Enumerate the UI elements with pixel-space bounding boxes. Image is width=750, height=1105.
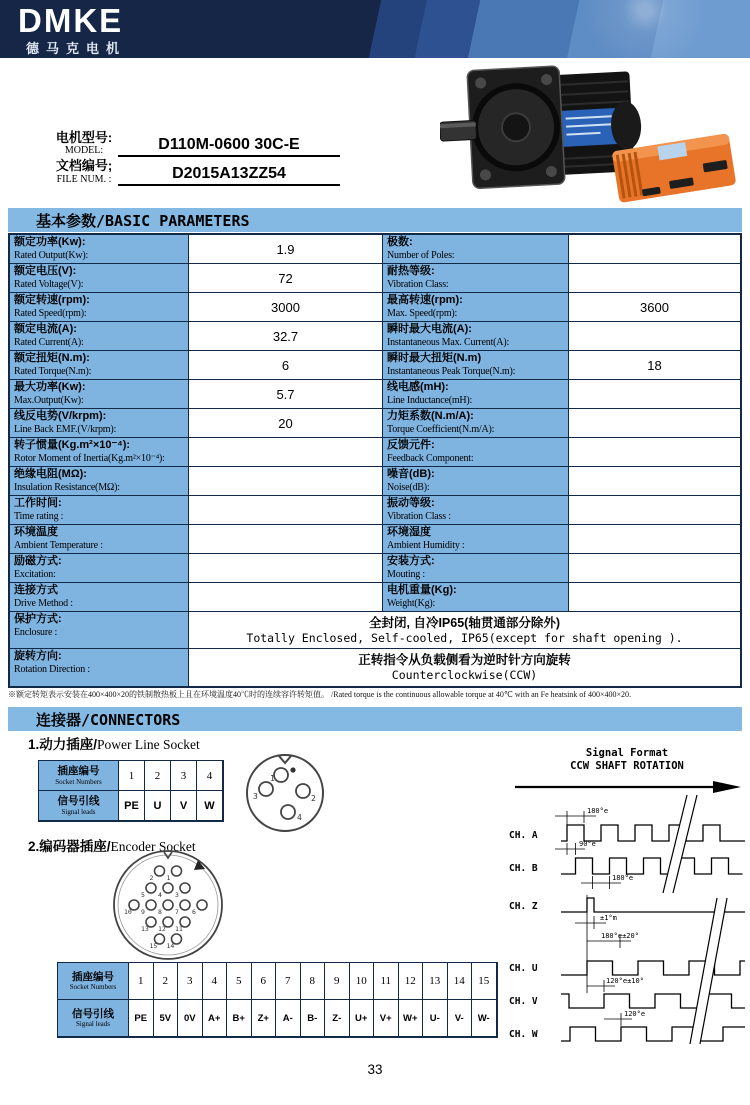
encoder-pin-label: 10 bbox=[124, 908, 132, 916]
wave-channel-u bbox=[561, 961, 745, 975]
signal-lead-cell: V- bbox=[448, 1000, 473, 1037]
signal-lead-cell: A+ bbox=[203, 1000, 228, 1037]
encoder-pin-label: 1 bbox=[166, 874, 171, 882]
signal-lead-cell: U bbox=[145, 791, 171, 821]
param-label-right: 反馈元件: Feedback Component: bbox=[383, 438, 569, 467]
table-row bbox=[10, 380, 740, 409]
param-value-left: 1.9 bbox=[189, 235, 383, 264]
table-row bbox=[10, 235, 740, 264]
socket-number-cell: 1 bbox=[119, 761, 145, 791]
param-value-right bbox=[569, 525, 740, 554]
model-row bbox=[52, 131, 352, 157]
encoder-pin-label: 7 bbox=[175, 908, 179, 916]
encoder-pin-label: 8 bbox=[158, 908, 162, 916]
signal-lead-cell: B- bbox=[301, 1000, 326, 1037]
table-row bbox=[10, 351, 740, 380]
param-label-right: 安装方式: Mouting : bbox=[383, 554, 569, 583]
table-row bbox=[10, 496, 740, 525]
page-header bbox=[0, 0, 750, 58]
rated-torque-note: ※额定转矩表示安装在400×400×20的铁制散热板上且在环境温度40℃时的连续容许转矩值。 /Rated torque is the continuous allowable torque at 40℃ with an Fe heatsink of 400×400×20. bbox=[8, 690, 631, 699]
param-label-right: 力矩系数(N.m/A): Torque Coefficient(N.m/A): bbox=[383, 409, 569, 438]
power-pin-label: 3 bbox=[253, 792, 258, 801]
connectors-header: 连接器/CONNECTORS bbox=[8, 707, 742, 731]
file-number: D2015A13ZZ54 bbox=[118, 165, 340, 186]
param-label-left: 最大功率(Kw): Max.Output(Kw): bbox=[10, 380, 189, 409]
param-value-right bbox=[569, 583, 740, 612]
waveform-break bbox=[690, 898, 727, 1044]
param-label-right: 线电感(mH): Line Inductance(mH): bbox=[383, 380, 569, 409]
signal-leads-header: 信号引线 Signal leads bbox=[58, 1000, 129, 1037]
param-label-left: 励磁方式: Excitation: bbox=[10, 554, 189, 583]
param-value-right bbox=[569, 235, 740, 264]
channel-label: CH. U bbox=[509, 963, 538, 974]
param-value-right bbox=[569, 467, 740, 496]
signal-format-diagram bbox=[505, 743, 750, 1045]
param-value-left bbox=[189, 583, 383, 612]
brand-logo: DMKE bbox=[18, 2, 124, 39]
param-label-right: 瞬时最大扭矩(N.m) Instantaneous Peak Torque(N.m): bbox=[383, 351, 569, 380]
socket-number-cell: 11 bbox=[374, 963, 399, 1000]
encoder-pin bbox=[172, 866, 182, 876]
param-value-right bbox=[569, 380, 740, 409]
param-label-left: 连接方式 Drive Method : bbox=[10, 583, 189, 612]
table-row bbox=[10, 554, 740, 583]
page-number: 33 bbox=[367, 1062, 383, 1077]
param-label-left: 工作时间: Time rating : bbox=[10, 496, 189, 525]
encoder-pin-label: 14 bbox=[166, 942, 175, 950]
encoder-pin-label: 9 bbox=[141, 908, 145, 916]
channel-label: CH. V bbox=[509, 996, 538, 1007]
encoder-socket-table bbox=[57, 962, 498, 1038]
power-socket-diagram bbox=[238, 750, 332, 836]
diagram-subtitle: CCW SHAFT ROTATION bbox=[570, 760, 684, 772]
enclosure-label: 保护方式: Enclosure : bbox=[10, 612, 189, 649]
table-row bbox=[10, 293, 740, 322]
signal-lead-cell: 5V bbox=[154, 1000, 179, 1037]
dim-annotation: 90°e bbox=[579, 840, 596, 848]
param-value-right bbox=[569, 409, 740, 438]
driver-photo bbox=[605, 128, 745, 208]
channel-label: CH. Z bbox=[509, 901, 538, 912]
encoder-pin bbox=[163, 900, 173, 910]
param-value-left: 3000 bbox=[189, 293, 383, 322]
param-value-left bbox=[189, 467, 383, 496]
signal-leads-header: 信号引线 Signal leads bbox=[39, 791, 119, 821]
encoder-pin bbox=[197, 900, 207, 910]
param-label-left: 线反电势(V/krpm): Line Back EMF.(V/krpm): bbox=[10, 409, 189, 438]
param-value-left bbox=[189, 496, 383, 525]
signal-lead-cell: PE bbox=[119, 791, 145, 821]
param-label-left: 额定转速(rpm): Rated Speed(rpm): bbox=[10, 293, 189, 322]
encoder-socket-title: 2.编码器插座/Encoder Socket bbox=[28, 839, 196, 854]
file-label-cn: 文档编号; bbox=[55, 158, 113, 174]
table-row bbox=[10, 438, 740, 467]
power-pin-label: 1 bbox=[270, 774, 275, 783]
signal-lead-cell: Z+ bbox=[252, 1000, 277, 1037]
param-label-right: 最高转速(rpm): Max. Speed(rpm): bbox=[383, 293, 569, 322]
encoder-pin-label: 13 bbox=[141, 925, 149, 933]
param-label-left: 额定电流(A): Rated Current(A): bbox=[10, 322, 189, 351]
rotation-row bbox=[10, 649, 740, 686]
param-label-right: 电机重量(Kg): Weight(Kg): bbox=[383, 583, 569, 612]
param-label-left: 额定扭矩(N.m): Rated Torque(N.m): bbox=[10, 351, 189, 380]
param-label-right: 环境湿度 Ambient Humidity : bbox=[383, 525, 569, 554]
model-label-cn: 电机型号: bbox=[55, 130, 113, 145]
socket-number-cell: 1 bbox=[129, 963, 154, 1000]
param-label-right: 极数: Number of Poles: bbox=[383, 235, 569, 264]
param-value-right bbox=[569, 322, 740, 351]
model-label-en: MODEL: bbox=[64, 145, 104, 157]
signal-lead-cell: B+ bbox=[227, 1000, 252, 1037]
dim-annotation: 120°e bbox=[624, 1010, 646, 1018]
rotation-value: 正转指令从负载侧看为逆时针方向旋转 Counterclockwise(CCW) bbox=[189, 649, 740, 686]
encoder-pin bbox=[146, 883, 156, 893]
signal-lead-cell: W+ bbox=[399, 1000, 424, 1037]
socket-notch bbox=[279, 756, 291, 763]
dim-annotation: ±1°m bbox=[600, 914, 617, 922]
power-pin-label: 4 bbox=[297, 813, 302, 822]
channel-label: CH. B bbox=[509, 863, 538, 874]
table-row bbox=[10, 264, 740, 293]
channel-label: CH. A bbox=[509, 830, 538, 841]
param-value-left: 32.7 bbox=[189, 322, 383, 351]
orientation-mark-icon bbox=[290, 767, 295, 772]
basic-parameters-header: 基本参数/BASIC PARAMETERS bbox=[8, 208, 742, 232]
signal-lead-cell: W- bbox=[472, 1000, 497, 1037]
encoder-socket-diagram bbox=[106, 848, 230, 962]
signal-lead-cell: V bbox=[171, 791, 197, 821]
signal-lead-cell: 0V bbox=[178, 1000, 203, 1037]
encoder-pin bbox=[180, 900, 190, 910]
wave-channel-v bbox=[561, 994, 745, 1008]
socket-number-cell: 9 bbox=[325, 963, 350, 1000]
socket-number-cell: 2 bbox=[154, 963, 179, 1000]
param-label-right: 噪音(dB): Noise(dB): bbox=[383, 467, 569, 496]
encoder-pin bbox=[155, 866, 165, 876]
socket-number-cell: 10 bbox=[350, 963, 375, 1000]
encoder-pin bbox=[146, 900, 156, 910]
signal-lead-cell: U- bbox=[423, 1000, 448, 1037]
param-value-right bbox=[569, 438, 740, 467]
socket-number-cell: 15 bbox=[472, 963, 497, 1000]
param-value-right: 18 bbox=[569, 351, 740, 380]
power-socket-table bbox=[38, 760, 224, 822]
table-row bbox=[10, 583, 740, 612]
model-block bbox=[52, 131, 352, 188]
power-pin-label: 2 bbox=[311, 794, 316, 803]
socket-number-cell: 3 bbox=[171, 761, 197, 791]
channel-label: CH. W bbox=[509, 1029, 538, 1040]
param-value-left bbox=[189, 438, 383, 467]
param-value-right bbox=[569, 496, 740, 525]
wave-channel-b bbox=[561, 858, 743, 874]
socket-number-cell: 12 bbox=[399, 963, 424, 1000]
param-value-right bbox=[569, 264, 740, 293]
encoder-pin bbox=[180, 883, 190, 893]
table-row bbox=[10, 525, 740, 554]
encoder-pin-label: 5 bbox=[141, 891, 145, 899]
socket-number-cell: 14 bbox=[448, 963, 473, 1000]
param-value-left: 20 bbox=[189, 409, 383, 438]
socket-numbers-header: 插座编号 Socket Numbers bbox=[58, 963, 129, 1000]
param-label-right: 瞬时最大电流(A): Instantaneous Max. Current(A): bbox=[383, 322, 569, 351]
param-label-left: 环境温度 Ambient Temperature : bbox=[10, 525, 189, 554]
signal-lead-cell: PE bbox=[129, 1000, 154, 1037]
socket-number-cell: 3 bbox=[178, 963, 203, 1000]
brand-name-chinese: 德马克电机 bbox=[26, 41, 127, 56]
file-number-row bbox=[52, 159, 352, 185]
dim-annotation: 120°e±10° bbox=[606, 977, 644, 985]
socket-number-cell: 7 bbox=[276, 963, 301, 1000]
enclosure-row bbox=[10, 612, 740, 649]
encoder-pin-label: 6 bbox=[192, 908, 196, 916]
enclosure-value: 全封闭, 自冷IP65(轴贯通部分除外) Totally Enclosed, Self-cooled, IP65(except for shaft opening ). bbox=[189, 612, 740, 649]
socket-number-cell: 2 bbox=[145, 761, 171, 791]
signal-lead-cell: V+ bbox=[374, 1000, 399, 1037]
socket-number-cell: 4 bbox=[197, 761, 223, 791]
diagram-title: Signal Format bbox=[585, 747, 669, 759]
waveform-break bbox=[663, 795, 697, 893]
socket-number-cell: 5 bbox=[227, 963, 252, 1000]
socket-number-cell: 13 bbox=[423, 963, 448, 1000]
signal-lead-cell: U+ bbox=[350, 1000, 375, 1037]
basic-parameters-table bbox=[8, 233, 742, 688]
dim-annotation: 180°e±20° bbox=[601, 932, 639, 940]
socket-number-cell: 8 bbox=[301, 963, 326, 1000]
param-value-left: 72 bbox=[189, 264, 383, 293]
encoder-pin-label: 12 bbox=[158, 925, 166, 933]
signal-lead-cell: Z- bbox=[325, 1000, 350, 1037]
encoder-pin-label: 15 bbox=[149, 942, 158, 950]
table-row bbox=[10, 322, 740, 351]
power-socket-title: 1.动力插座/Power Line Socket bbox=[28, 737, 200, 752]
param-label-left: 额定功率(Kw): Rated Output(Kw): bbox=[10, 235, 189, 264]
table-row bbox=[10, 467, 740, 496]
model-number: D110M-0600 30C-E bbox=[118, 136, 340, 157]
encoder-pin-label: 3 bbox=[175, 891, 179, 899]
param-value-left bbox=[189, 554, 383, 583]
encoder-pin bbox=[163, 883, 173, 893]
signal-lead-cell: A- bbox=[276, 1000, 301, 1037]
socket-number-cell: 6 bbox=[252, 963, 277, 1000]
wave-channel-w bbox=[561, 1027, 745, 1041]
socket-number-cell: 4 bbox=[203, 963, 228, 1000]
encoder-pin-label: 4 bbox=[158, 891, 162, 899]
param-label-right: 振动等级: Vibration Class : bbox=[383, 496, 569, 525]
encoder-pin-label: 11 bbox=[175, 925, 183, 933]
dim-annotation: 180°e bbox=[587, 807, 609, 815]
param-value-left: 5.7 bbox=[189, 380, 383, 409]
param-value-left bbox=[189, 525, 383, 554]
encoder-pin-label: 2 bbox=[149, 874, 154, 882]
wave-channel-a bbox=[561, 825, 745, 841]
param-value-right: 3600 bbox=[569, 293, 740, 322]
rotation-label: 旋转方向: Rotation Direction : bbox=[10, 649, 189, 686]
param-label-left: 绝缘电阻(MΩ): Insulation Resistance(MΩ): bbox=[10, 467, 189, 496]
table-row bbox=[10, 409, 740, 438]
param-label-left: 额定电压(V): Rated Voltage(V): bbox=[10, 264, 189, 293]
param-label-left: 转子惯量(Kg.m²×10⁻⁴): Rotor Moment of Inertia(Kg.m²×10⁻⁴): bbox=[10, 438, 189, 467]
socket-numbers-header: 插座编号 Socket Numbers bbox=[39, 761, 119, 791]
rotation-arrow-icon bbox=[713, 781, 741, 793]
param-label-right: 耐热等级: Vibration Class: bbox=[383, 264, 569, 293]
param-value-right bbox=[569, 554, 740, 583]
file-label-en: FILE NUM. : bbox=[56, 173, 112, 185]
param-value-left: 6 bbox=[189, 351, 383, 380]
dim-annotation: 180°e bbox=[612, 874, 634, 882]
signal-lead-cell: W bbox=[197, 791, 223, 821]
